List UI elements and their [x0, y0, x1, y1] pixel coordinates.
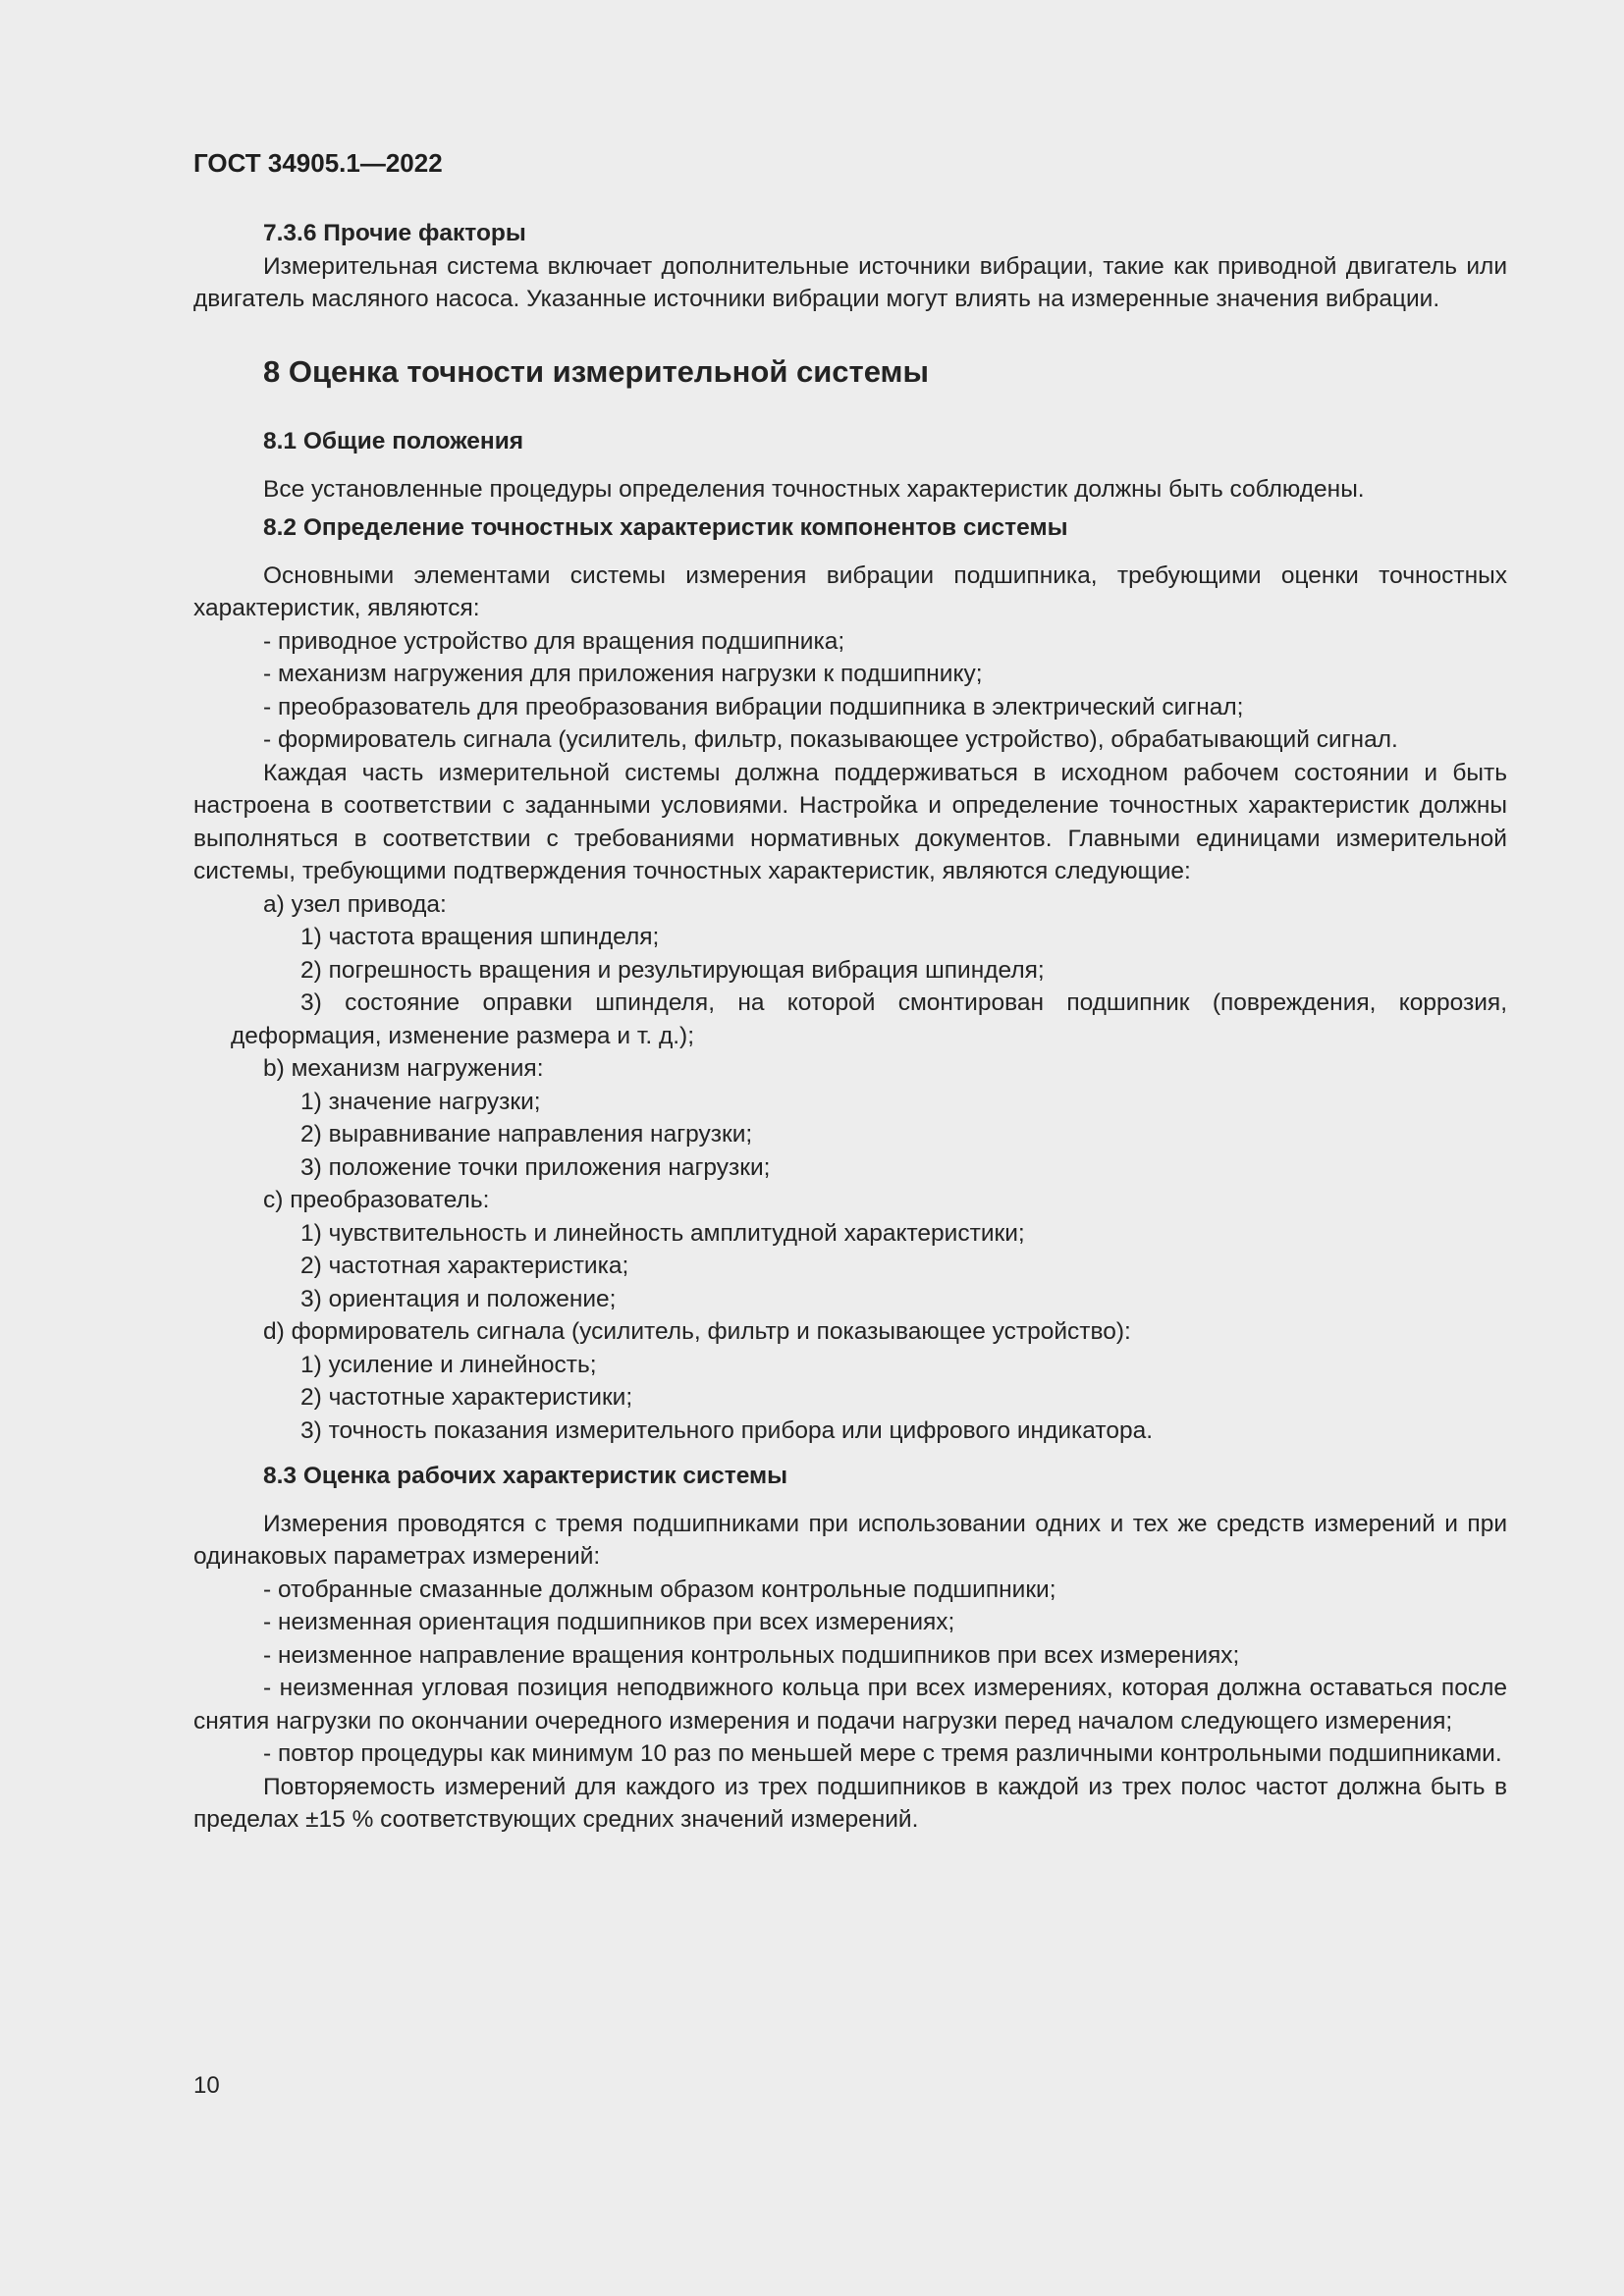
list-subitem: 2) частотная характеристика;: [300, 1253, 629, 1279]
paragraph-8-2-intro: Основными элементами системы измерения вибрации подшипника, требующими оценки точностных характеристик, являются:: [193, 561, 1507, 621]
list-item: - повтор процедуры как минимум 10 раз по меньшей мере с тремя различными контрольными подшипниками.: [263, 1740, 1502, 1767]
list-item-a: a) узел привода:: [263, 890, 447, 918]
heading-section-8: 8 Оценка точности измерительной системы: [263, 353, 929, 389]
list-subitem: 3) положение точки приложения нагрузки;: [300, 1153, 771, 1181]
list-subitem: 1) чувствительность и линейность амплитудной характеристики;: [300, 1219, 1025, 1247]
paragraph-8-3-intro: Измерения проводятся с тремя подшипниками при использовании одних и тех же средств измерений и при одинаковых параметрах измерений:: [193, 1510, 1507, 1570]
list-subitem: 2) частотные характеристики;: [300, 1384, 633, 1411]
list-subitem: 1) значение нагрузки;: [300, 1088, 541, 1115]
list-item: - преобразователь для преобразования вибрации подшипника в электрический сигнал;: [263, 693, 1244, 721]
list-item: - отобранные смазанные должным образом контрольные подшипники;: [263, 1575, 1056, 1603]
list-subitem: 1) усиление и линейность;: [300, 1351, 597, 1378]
paragraph-7-3-6: Измерительная система включает дополнительные источники вибрации, такие как приводной двигатель или двигатель масляного насоса. Указанные источники вибрации могут влиять на измеренные значения вибрации.: [193, 252, 1507, 312]
page-number: 10: [193, 2072, 220, 2099]
list-subitem: 2) погрешность вращения и результирующая вибрация шпинделя;: [300, 956, 1045, 984]
list-subitem: 2) выравнивание направления нагрузки;: [300, 1121, 753, 1148]
list-item: - неизменное направление вращения контрольных подшипников при всех измерениях;: [263, 1641, 1240, 1669]
heading-8-2: 8.2 Определение точностных характеристик компонентов системы: [263, 514, 1068, 541]
heading-7-3-6: 7.3.6 Прочие факторы: [263, 220, 526, 246]
list-item: - формирователь сигнала (усилитель, фильтр, показывающее устройство), обрабатывающий сигнал.: [263, 726, 1398, 753]
list-item: - неизменная ориентация подшипников при всех измерениях;: [263, 1609, 955, 1635]
list-item: - приводное устройство для вращения подшипника;: [263, 627, 845, 655]
list-subitem: 3) точность показания измерительного прибора или цифрового индикатора.: [300, 1416, 1154, 1444]
list-item-b: b) механизм нагружения:: [263, 1055, 544, 1082]
heading-8-3: 8.3 Оценка рабочих характеристик системы: [263, 1463, 788, 1489]
list-item-c: c) преобразователь:: [263, 1187, 490, 1213]
document-body: [193, 217, 1507, 1837]
list-subitem: 1) частота вращения шпинделя;: [300, 924, 660, 950]
list-item: - неизменная угловая позиция неподвижного кольца при всех измерениях, которая должна оставаться после снятия нагрузки по окончании очередного измерения и подачи нагрузки перед началом следующего измерения;: [193, 1675, 1507, 1735]
list-item: - механизм нагружения для приложения нагрузки к подшипнику;: [263, 661, 983, 687]
heading-8-1: 8.1 Общие положения: [263, 428, 524, 454]
list-subitem: 3) состояние оправки шпинделя, на которой смонтирован подшипник (повреждения, коррозия, деформация, изменение размера и т. д.);: [231, 989, 1507, 1049]
list-subitem: 3) ориентация и положение;: [300, 1285, 617, 1312]
list-item-d: d) формирователь сигнала (усилитель, фильтр и показывающее устройство):: [263, 1318, 1131, 1345]
paragraph-8-2-units: Каждая часть измерительной системы должна поддерживаться в исходном рабочем состоянии и быть настроена в соответствии с заданными условиями. Настройка и определение точностных характеристик должны выполняться в соответствии с требованиями нормативных документов. Главными единицами измерительной системы, требующими подтверждения точностных характеристик, являются следующие:: [193, 759, 1507, 884]
paragraph-8-3-final: Повторяемость измерений для каждого из трех подшипников в каждой из трех полос частот должна быть в пределах ±15 % соответствующих средних значений измерений.: [193, 1773, 1507, 1833]
paragraph-8-1: Все установленные процедуры определения точностных характеристик должны быть соблюдены.: [263, 475, 1365, 503]
document-header: ГОСТ 34905.1—2022: [193, 148, 443, 178]
